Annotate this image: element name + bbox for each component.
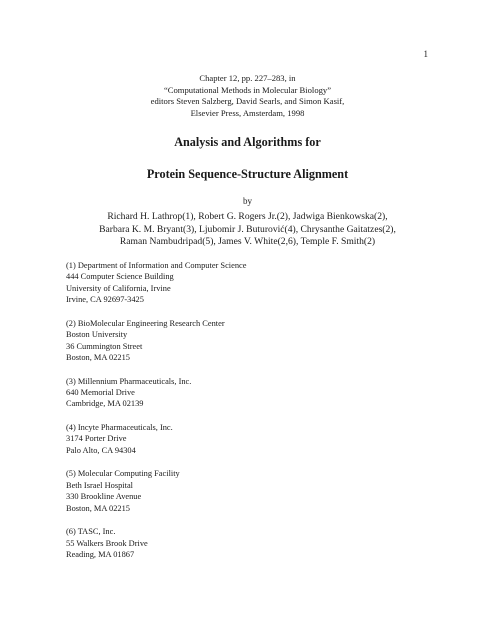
affiliation-line: (5) Molecular Computing Facility [66,469,180,479]
affiliation-line: 55 Walkers Brook Drive [66,538,148,548]
author-line: Richard H. Lathrop(1), Robert G. Rogers Jr.(2), Jadwiga Bienkowska(2), [107,211,388,222]
title-line-2: Protein Sequence-Structure Alignment [146,167,349,181]
affiliation-list [66,260,446,573]
citation-line: editors Steven Salzberg, David Searls, and Simon Kasif, [150,96,345,106]
affiliation-line: (6) TASC, Inc. [66,527,116,537]
affiliation-line: University of California, Irvine [66,283,171,293]
page-number: 1 [423,49,428,59]
author-list [0,211,495,249]
affiliation-line: Palo Alto, CA 94304 [66,445,136,455]
citation-line: “Computational Methods in Molecular Biology” [163,84,332,95]
affiliation-2 [66,318,446,364]
affiliation-line: 330 Brookline Avenue [66,492,142,502]
chapter-citation [0,73,495,119]
affiliation-line: (3) Millennium Pharmaceuticals, Inc. [66,376,192,386]
affiliation-line: 444 Computer Science Building [66,272,174,282]
affiliation-line: (2) BioMolecular Engineering Research Center [66,318,225,328]
affiliation-line: 640 Memorial Drive [66,388,135,398]
author-line: Barbara K. M. Bryant(3), Ljubomir J. Buturović(4), Chrysanthe Gaitatzes(2), [99,223,396,235]
affiliation-line: Boston, MA 02215 [66,503,130,513]
affiliation-line: 3174 Porter Drive [66,434,127,444]
affiliation-1 [66,260,446,306]
affiliation-line: Irvine, CA 92697-3425 [66,295,144,305]
affiliation-6 [66,526,446,560]
affiliation-line: (4) Incyte Pharmaceuticals, Inc. [66,423,173,433]
affiliation-5 [66,468,446,514]
affiliation-line: Beth Israel Hospital [66,480,133,490]
affiliation-line: 36 Cummington Street [66,341,143,351]
author-line: Raman Nambudripad(5), James V. White(2,6), Temple F. Smith(2) [119,236,376,248]
citation-line: Chapter 12, pp. 227–283, in [199,73,296,83]
by-label: by [243,196,252,206]
affiliation-3 [66,376,446,410]
affiliation-line: (1) Department of Information and Computer Science [66,261,247,270]
title-line-1: Analysis and Algorithms for [174,135,321,149]
affiliation-line: Reading, MA 01867 [66,550,135,560]
affiliation-line: Cambridge, MA 02139 [66,399,144,409]
citation-line: Elsevier Press, Amsterdam, 1998 [190,107,305,118]
affiliation-4 [66,422,446,456]
affiliation-line: Boston University [66,330,128,340]
affiliation-line: Boston, MA 02215 [66,353,130,363]
